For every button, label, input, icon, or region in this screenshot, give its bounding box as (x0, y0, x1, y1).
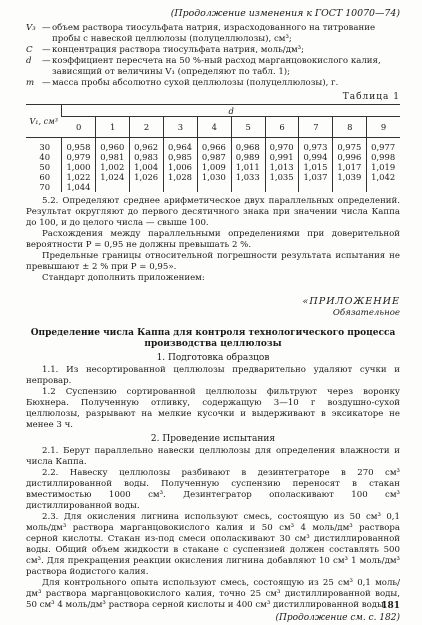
column-header: 4 (197, 117, 231, 138)
legend-text: объем раствора тиосульфата натрия, израсходованного на титрование пробы с навеской целлюлозы (полуцеллюлозы), см³; (52, 23, 376, 44)
table-cell: 0,994 (299, 152, 333, 162)
page-number: 181 (381, 601, 400, 611)
table-cell: 0,964 (164, 138, 198, 153)
row-v-value: 70 (39, 182, 51, 192)
legend-row (26, 78, 400, 89)
paragraph: 1.2 Суспензию сортированной целлюлозы фильтруют через воронку Бюхнера. Полученную отливку, содержащую 3—10 г воздушно-сухой целлюлозы, разрывают на мелкие кусочки и выдерживают в эксикаторе не менее 3 ч. (26, 387, 400, 430)
formula-legend (26, 23, 400, 89)
column-header: 8 (333, 117, 367, 138)
table-cell: 0,979 (62, 152, 96, 162)
table-cell: 0,998 (367, 152, 400, 162)
coefficient-table (26, 104, 400, 192)
d-header: d (62, 105, 400, 117)
table-cell: 1,028 (164, 172, 198, 182)
table-cell: 0,960 (96, 138, 130, 153)
legend-symbol: V₃ (26, 23, 36, 33)
legend-text: коэффициент пересчета на 50 %-ный расход марганцовокислого калия, зависящий от величины V₁ (определяют по табл. 1); (52, 56, 381, 77)
paragraph: 2.1. Берут параллельно навески целлюлозы для определения влажности и числа Каппа. (26, 446, 400, 467)
table-cell: 1,015 (299, 162, 333, 172)
paragraph: Предельные границы относительной погрешности результата испытания не превышают ± 2 % при P = 0,95». (26, 251, 400, 272)
table-cell: 1,002 (96, 162, 130, 172)
table-caption: Таблица 1 (342, 92, 400, 102)
table-cell: 0,987 (197, 152, 231, 162)
table-cell: 1,013 (265, 162, 299, 172)
column-header: 1 (96, 117, 130, 138)
legend-symbol: d (26, 56, 32, 66)
appendix-main-title: Определение числа Каппа для контроля технологического процесса производства целлюлозы (30, 328, 396, 349)
table-row (26, 152, 400, 162)
table-cell (164, 182, 198, 192)
table-body (26, 138, 400, 193)
column-header-row (26, 117, 400, 138)
legend-symbol: m (26, 78, 35, 88)
table-cell: 0,977 (367, 138, 400, 153)
table-cell: 1,024 (96, 172, 130, 182)
table-cell: 1,000 (62, 162, 96, 172)
section-title: 2. Проведение испытания (150, 434, 276, 444)
table-cell: 1,019 (367, 162, 400, 172)
legend-row (26, 56, 400, 78)
legend-row (26, 45, 400, 56)
appendix-subtitle: Обязательное (332, 308, 400, 318)
paragraph: Для контрольного опыта используют смесь, состоящую из 25 см³ 0,1 моль/дм³ раствора марганцовокислого калия, точно 25 см³ дистиллированной воды, 50 см³ 4 моль/дм³ раствора серной кислоты и 400 см³ дистиллированной воды. (26, 578, 400, 610)
table-cell: 1,017 (333, 162, 367, 172)
table-cell: 0,970 (265, 138, 299, 153)
paragraph: 5.2. Определяют среднее арифметическое двух параллельных определений. Результат округляют до первого десятичного знака при значении числа Каппа до 100, и до целого числа — свыше 100. (26, 196, 400, 228)
continuation-footer: (Продолжение см. с. 182) (275, 613, 400, 623)
table-cell (333, 182, 367, 192)
table-cell: 1,042 (367, 172, 400, 182)
section-title: 1. Подготовка образцов (156, 353, 270, 363)
table-cell: 1,030 (197, 172, 231, 182)
table-cell: 1,035 (265, 172, 299, 182)
paragraph: Стандарт дополнить приложением: (42, 273, 205, 283)
table-cell (231, 182, 265, 192)
table-cell (130, 182, 164, 192)
table-cell (96, 182, 130, 192)
paragraph: 2.3. Для окисления лигнина используют смесь, состоящую из 50 см³ 0,1 моль/дм³ раствора марганцовокислого калия и 50 см³ 4 моль/дм³ раствора серной кислоты. Стакан из-под смеси ополаскивают 30 см³ дистиллированной воды. Общий объем жидкости в стакане с суспензией должен составлять 500 см³. Для прекращения реакции окисления лигнина добавляют 10 см³ 1 моль/дм³ раствора йодистого калия. (26, 512, 400, 577)
table-cell: 0,966 (197, 138, 231, 153)
paragraph: 1.1. Из несортированной целлюлозы предварительно удаляют сучки и непровар. (26, 365, 400, 386)
table-cell: 0,981 (96, 152, 130, 162)
legend-symbol: C (26, 45, 33, 55)
legend-dash: — (42, 23, 51, 33)
table-cell: 0,996 (333, 152, 367, 162)
table-cell: 0,991 (265, 152, 299, 162)
row-v-value: 60 (39, 172, 51, 182)
paragraph: Расхождения между параллельными определениями при доверительной вероятности P = 0,95 не должны превышать 2 %. (26, 229, 400, 250)
table-row (26, 162, 400, 172)
column-header: 3 (164, 117, 198, 138)
column-header: 9 (367, 117, 400, 138)
table-cell: 0,973 (299, 138, 333, 153)
table-cell: 1,022 (62, 172, 96, 182)
appendix-title: «ПРИЛОЖЕНИЕ (302, 296, 400, 307)
table-row (26, 182, 400, 192)
table-row (26, 172, 400, 182)
table-cell: 1,039 (333, 172, 367, 182)
table-cell: 0,958 (62, 138, 96, 153)
continuation-header: (Продолжение изменения к ГОСТ 10070—74) (170, 8, 400, 19)
row-v-value: 30 (39, 142, 51, 152)
table-cell: 1,026 (130, 172, 164, 182)
v-column-header: V₁, см³ (26, 105, 62, 138)
table-cell: 1,044 (62, 182, 96, 192)
column-header: 5 (231, 117, 265, 138)
row-v-value: 50 (39, 162, 51, 172)
column-header: 0 (62, 117, 96, 138)
paragraph: 2.2. Навеску целлюлозы разбивают в дезинтеграторе в 270 см³ дистиллированной воды. Полученную суспензию переносят в стакан вместимостью 1000 см³. Дезинтегратор ополаскивают 100 см³ дистиллированной воды. (26, 468, 400, 511)
table-cell (367, 182, 400, 192)
table-cell: 0,989 (231, 152, 265, 162)
legend-text: масса пробы абсолютно сухой целлюлозы (полуцеллюлозы), г. (52, 78, 339, 88)
table-cell: 1,011 (231, 162, 265, 172)
table-cell: 0,968 (231, 138, 265, 153)
legend-dash: — (42, 78, 51, 88)
table-cell (299, 182, 333, 192)
table-cell: 0,962 (130, 138, 164, 153)
legend-dash: — (42, 56, 51, 66)
legend-text: концентрация раствора тиосульфата натрия, моль/дм³; (52, 45, 305, 55)
column-header: 2 (130, 117, 164, 138)
table-row (26, 138, 400, 153)
table-cell: 1,009 (197, 162, 231, 172)
table-cell: 0,985 (164, 152, 198, 162)
table-cell: 1,004 (130, 162, 164, 172)
table-cell: 1,037 (299, 172, 333, 182)
row-v-value: 40 (39, 152, 51, 162)
column-header: 7 (299, 117, 333, 138)
table-cell (197, 182, 231, 192)
table-cell: 0,975 (333, 138, 367, 153)
legend-row (26, 23, 400, 45)
table-cell: 1,006 (164, 162, 198, 172)
table-cell: 0,983 (130, 152, 164, 162)
legend-dash: — (42, 45, 51, 55)
table-cell (265, 182, 299, 192)
table-cell: 1,033 (231, 172, 265, 182)
column-header: 6 (265, 117, 299, 138)
